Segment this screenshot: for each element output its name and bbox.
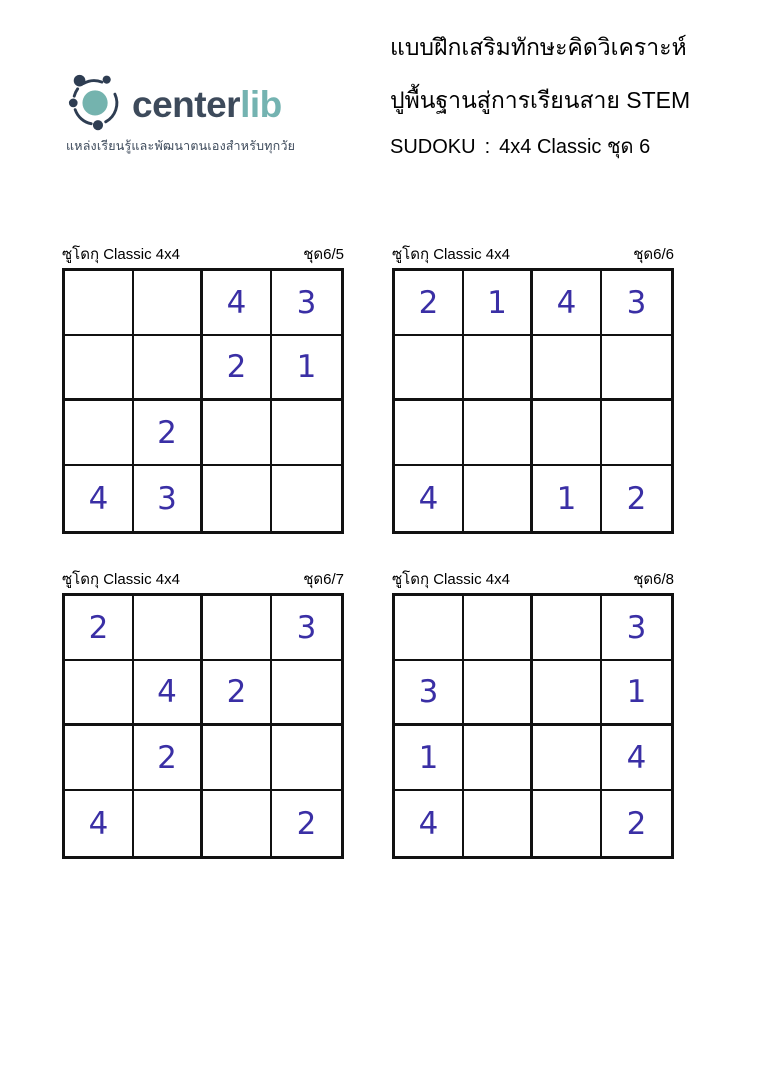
sudoku-cell xyxy=(464,466,533,531)
sudoku-cell xyxy=(65,726,134,791)
sudoku-cell xyxy=(533,661,602,726)
puzzle-title: ซูโดกุ Classic 4x4 xyxy=(62,571,180,588)
sudoku-cell: 2 xyxy=(626,480,647,517)
puzzle-title: ซูโดกุ Classic 4x4 xyxy=(392,571,510,588)
sudoku-cell xyxy=(533,726,602,791)
sudoku-cell: 4 xyxy=(395,466,464,531)
sudoku-cell: 3 xyxy=(602,271,671,336)
centerlib-logo-icon xyxy=(66,68,128,132)
sudoku-puzzle xyxy=(392,246,674,534)
sudoku-cell: 3 xyxy=(272,596,341,661)
sudoku-cell xyxy=(464,401,533,466)
sudoku-grid xyxy=(62,593,344,859)
sudoku-cell xyxy=(395,596,464,661)
sudoku-cell xyxy=(134,791,203,856)
puzzle-set-number: ชุด6/6 xyxy=(633,246,674,263)
sudoku-cell xyxy=(272,661,341,726)
sudoku-grid xyxy=(392,593,674,859)
sudoku-cell: 2 xyxy=(134,726,203,791)
sudoku-cell: 2 xyxy=(626,805,647,842)
sudoku-cell: 2 xyxy=(296,805,317,842)
brand-name-lib: lib xyxy=(240,83,282,125)
header-line-2: ปูพื้นฐานสู่การเรียนสาย STEM xyxy=(390,87,691,113)
sudoku-cell: 4 xyxy=(65,791,134,856)
sudoku-cell: 1 xyxy=(272,336,341,401)
sudoku-cell xyxy=(203,791,272,856)
sudoku-cell: 3 xyxy=(602,596,671,661)
sudoku-cell xyxy=(395,336,464,401)
sudoku-puzzle xyxy=(62,571,344,859)
logo-tagline: แหล่งเรียนรู้และพัฒนาตนเองสำหรับทุกวัย xyxy=(66,139,296,153)
sudoku-cell xyxy=(65,271,134,336)
puzzle-label xyxy=(62,246,344,266)
logo-row xyxy=(66,68,306,132)
sudoku-cell xyxy=(65,336,134,401)
header-line-3 xyxy=(390,130,650,162)
sudoku-cell: 2 xyxy=(65,596,134,661)
sudoku-cell: 4 xyxy=(134,661,203,726)
puzzle-set-number: ชุด6/5 xyxy=(303,246,344,263)
sudoku-cell: 4 xyxy=(533,271,602,336)
sudoku-cell xyxy=(203,726,272,791)
sudoku-cell: 3 xyxy=(134,466,203,531)
sudoku-cell: 4 xyxy=(65,466,134,531)
sudoku-cell: 2 xyxy=(395,271,464,336)
sudoku-cell xyxy=(134,336,203,401)
sudoku-cell: 1 xyxy=(533,466,602,531)
puzzle-set-number: ชุด6/7 xyxy=(303,571,344,588)
sudoku-cell xyxy=(395,401,464,466)
sudoku-cell xyxy=(65,661,134,726)
logo-block xyxy=(66,68,306,156)
sudoku-cell xyxy=(203,596,272,661)
sudoku-cell xyxy=(602,336,671,401)
sudoku-cell xyxy=(272,401,341,466)
sudoku-cell xyxy=(134,271,203,336)
puzzle-label xyxy=(62,571,344,591)
sudoku-cell xyxy=(602,401,671,466)
puzzle-title: ซูโดกุ Classic 4x4 xyxy=(392,246,510,263)
header-line-3-set: 4x4 Classic ชุด 6 xyxy=(499,136,651,158)
sudoku-cell: 2 xyxy=(203,336,272,401)
sudoku-cell: 4 xyxy=(395,791,464,856)
sudoku-cell: 2 xyxy=(134,401,203,466)
sudoku-puzzle xyxy=(392,571,674,859)
sudoku-cell: 1 xyxy=(395,726,464,791)
sudoku-puzzle xyxy=(62,246,344,534)
sudoku-cell: 2 xyxy=(203,661,272,726)
header-line-1: แบบฝึกเสริมทักษะคิดวิเคราะห์ xyxy=(390,34,687,60)
brand-name xyxy=(132,78,282,123)
sudoku-cell xyxy=(65,401,134,466)
sudoku-cell xyxy=(533,336,602,401)
sudoku-cell xyxy=(134,596,203,661)
sudoku-cell xyxy=(533,791,602,856)
sudoku-cell xyxy=(464,726,533,791)
header-line-3-sudoku: SUDOKU xyxy=(390,136,476,158)
sudoku-cell xyxy=(533,401,602,466)
sudoku-cell xyxy=(203,466,272,531)
sudoku-cell xyxy=(464,791,533,856)
sudoku-cell xyxy=(533,596,602,661)
sudoku-cell xyxy=(464,661,533,726)
brand-name-center: center xyxy=(132,83,241,125)
sudoku-cell: 3 xyxy=(395,661,464,726)
sudoku-cell xyxy=(203,401,272,466)
sudoku-grid xyxy=(392,268,674,534)
sudoku-cell xyxy=(272,466,341,531)
sudoku-cell xyxy=(464,596,533,661)
puzzle-label xyxy=(392,571,674,591)
sudoku-grid xyxy=(62,268,344,534)
sudoku-cell xyxy=(272,726,341,791)
sudoku-cell: 3 xyxy=(272,271,341,336)
header-line-3-colon: : xyxy=(484,136,491,158)
puzzle-set-number: ชุด6/8 xyxy=(633,571,674,588)
sudoku-cell xyxy=(464,336,533,401)
sudoku-cell: 4 xyxy=(602,726,671,791)
sudoku-cell: 1 xyxy=(602,661,671,726)
sudoku-cell: 4 xyxy=(203,271,272,336)
puzzle-title: ซูโดกุ Classic 4x4 xyxy=(62,246,180,263)
sudoku-cell: 1 xyxy=(464,271,533,336)
puzzle-label xyxy=(392,246,674,266)
